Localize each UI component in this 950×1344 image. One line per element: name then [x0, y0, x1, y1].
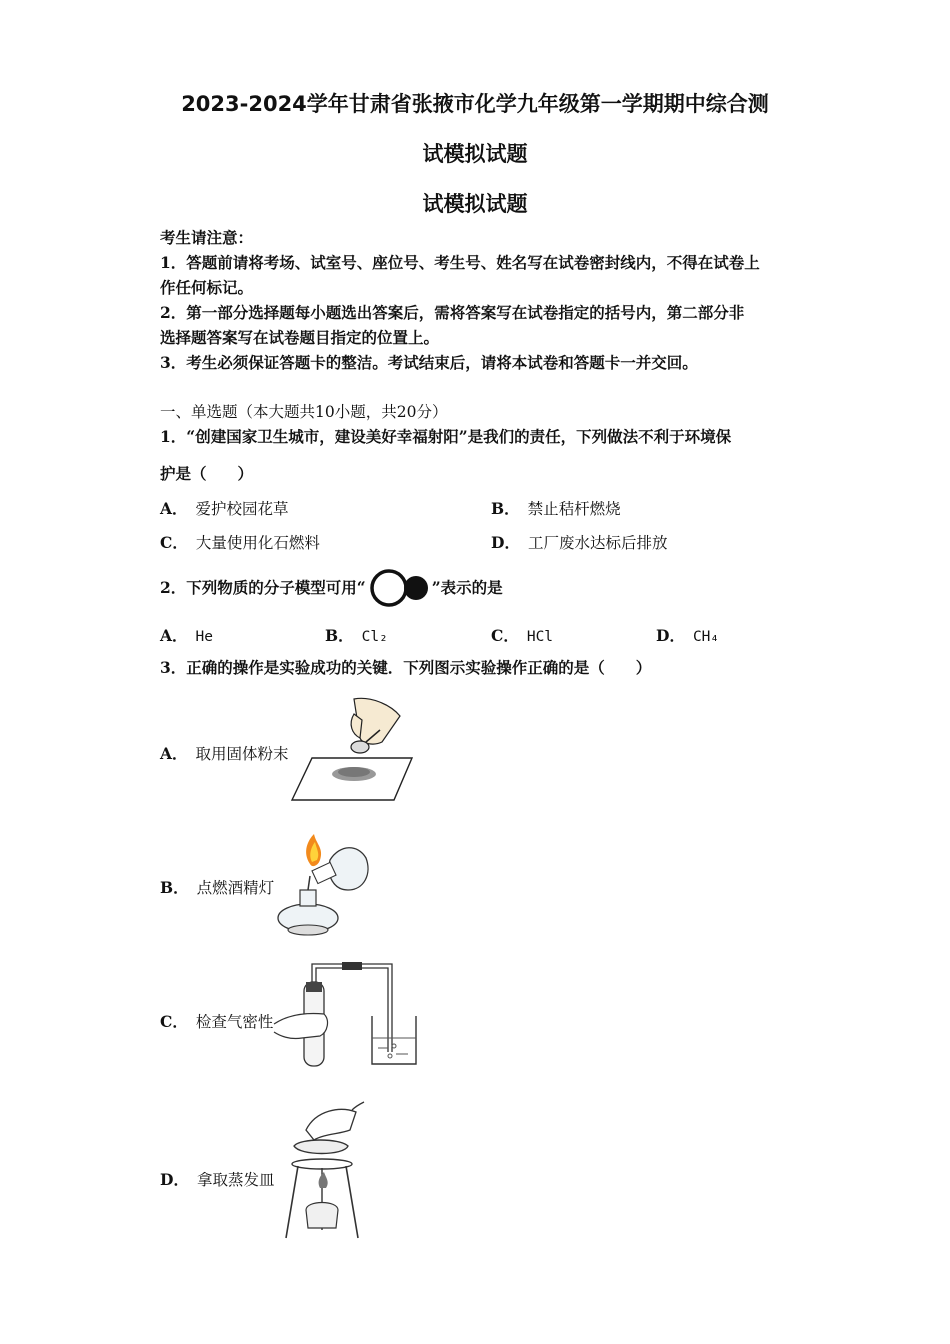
option-key: B． [160, 878, 189, 897]
option-2c[interactable] [491, 624, 553, 646]
option-3b[interactable] [160, 876, 274, 898]
option-key: C． [491, 626, 519, 645]
question-2-stem [160, 578, 503, 599]
option-text: 检查气密性 [195, 1013, 274, 1031]
option-text: Cl₂ [361, 629, 388, 645]
question-3-stem: 3．正确的操作是实验成功的关键．下列图示实验操作正确的是（ ） [160, 658, 652, 677]
molecule-model-icon [366, 579, 432, 599]
notice-line: 选择题答案写在试卷题目指定的位置上。 [160, 328, 440, 347]
option-text: CH₄ [692, 629, 720, 645]
option-2a[interactable] [160, 624, 213, 646]
option-text: 禁止秸杆燃烧 [527, 500, 621, 518]
option-2b[interactable] [325, 624, 388, 646]
option-text: 拿取蒸发皿 [196, 1171, 275, 1189]
notice-line: 1．答题前请将考场、试室号、座位号、考生号、姓名写在试卷密封线内，不得在试卷上 [160, 253, 760, 272]
option-text: 工厂废水达标后排放 [527, 534, 668, 552]
question-1-stem: 1．“创建国家卫生城市，建设美好幸福射阳”是我们的责任，下列做法不利于环境保 [160, 427, 732, 446]
option-key: A． [160, 499, 188, 518]
powder-spoon-icon [290, 694, 420, 804]
option-text: 取用固体粉末 [195, 745, 289, 763]
option-2d[interactable] [656, 624, 719, 646]
option-1d[interactable] [491, 531, 667, 553]
option-key: C． [160, 1012, 188, 1031]
option-3c[interactable] [160, 1010, 273, 1032]
option-key: D． [491, 533, 520, 552]
option-text: 大量使用化石燃料 [195, 534, 320, 552]
notice-line: 2．第一部分选择题每小题选出答案后，需将答案写在试卷指定的括号内，第二部分非 [160, 303, 745, 322]
notice-heading: 考生请注意： [160, 228, 254, 247]
option-3a[interactable] [160, 742, 289, 764]
option-key: A． [160, 626, 188, 645]
option-text: 爱护校园花草 [195, 500, 289, 518]
alcohol-lamp-icon [274, 830, 374, 940]
option-text: 点燃酒精灯 [196, 879, 275, 897]
notice-line: 作任何标记。 [160, 278, 254, 297]
option-text: He [195, 629, 213, 645]
option-3d[interactable] [160, 1168, 274, 1190]
option-key: D． [656, 626, 685, 645]
question-1-stem-cont: 护是（ ） [160, 464, 254, 483]
question-2-stem-after: ”表示的是 [431, 578, 503, 597]
option-1a[interactable] [160, 497, 289, 519]
option-key: D． [160, 1170, 189, 1189]
section-heading: 一、单选题（本大题共10小题，共20分） [160, 403, 448, 421]
option-key: C． [160, 533, 188, 552]
option-key: B． [491, 499, 520, 518]
page-subtitle-repeat: 试模拟试题 [422, 192, 528, 216]
option-key: B． [325, 626, 354, 645]
question-2-stem-before: 2．下列物质的分子模型可用“ [160, 578, 366, 597]
option-1c[interactable] [160, 531, 320, 553]
notice-line: 3．考生必须保证答题卡的整洁。考试结束后，请将本试卷和答题卡一并交回。 [160, 353, 698, 372]
option-key: A． [160, 744, 188, 763]
page-title: 2023-2024学年甘肃省张掖市化学九年级第一学期期中综合测 [181, 92, 769, 116]
airtightness-check-icon [272, 960, 432, 1070]
evaporating-dish-icon [280, 1100, 370, 1240]
option-1b[interactable] [491, 497, 621, 519]
page-subtitle: 试模拟试题 [422, 142, 528, 166]
option-text: HCl [526, 629, 554, 645]
